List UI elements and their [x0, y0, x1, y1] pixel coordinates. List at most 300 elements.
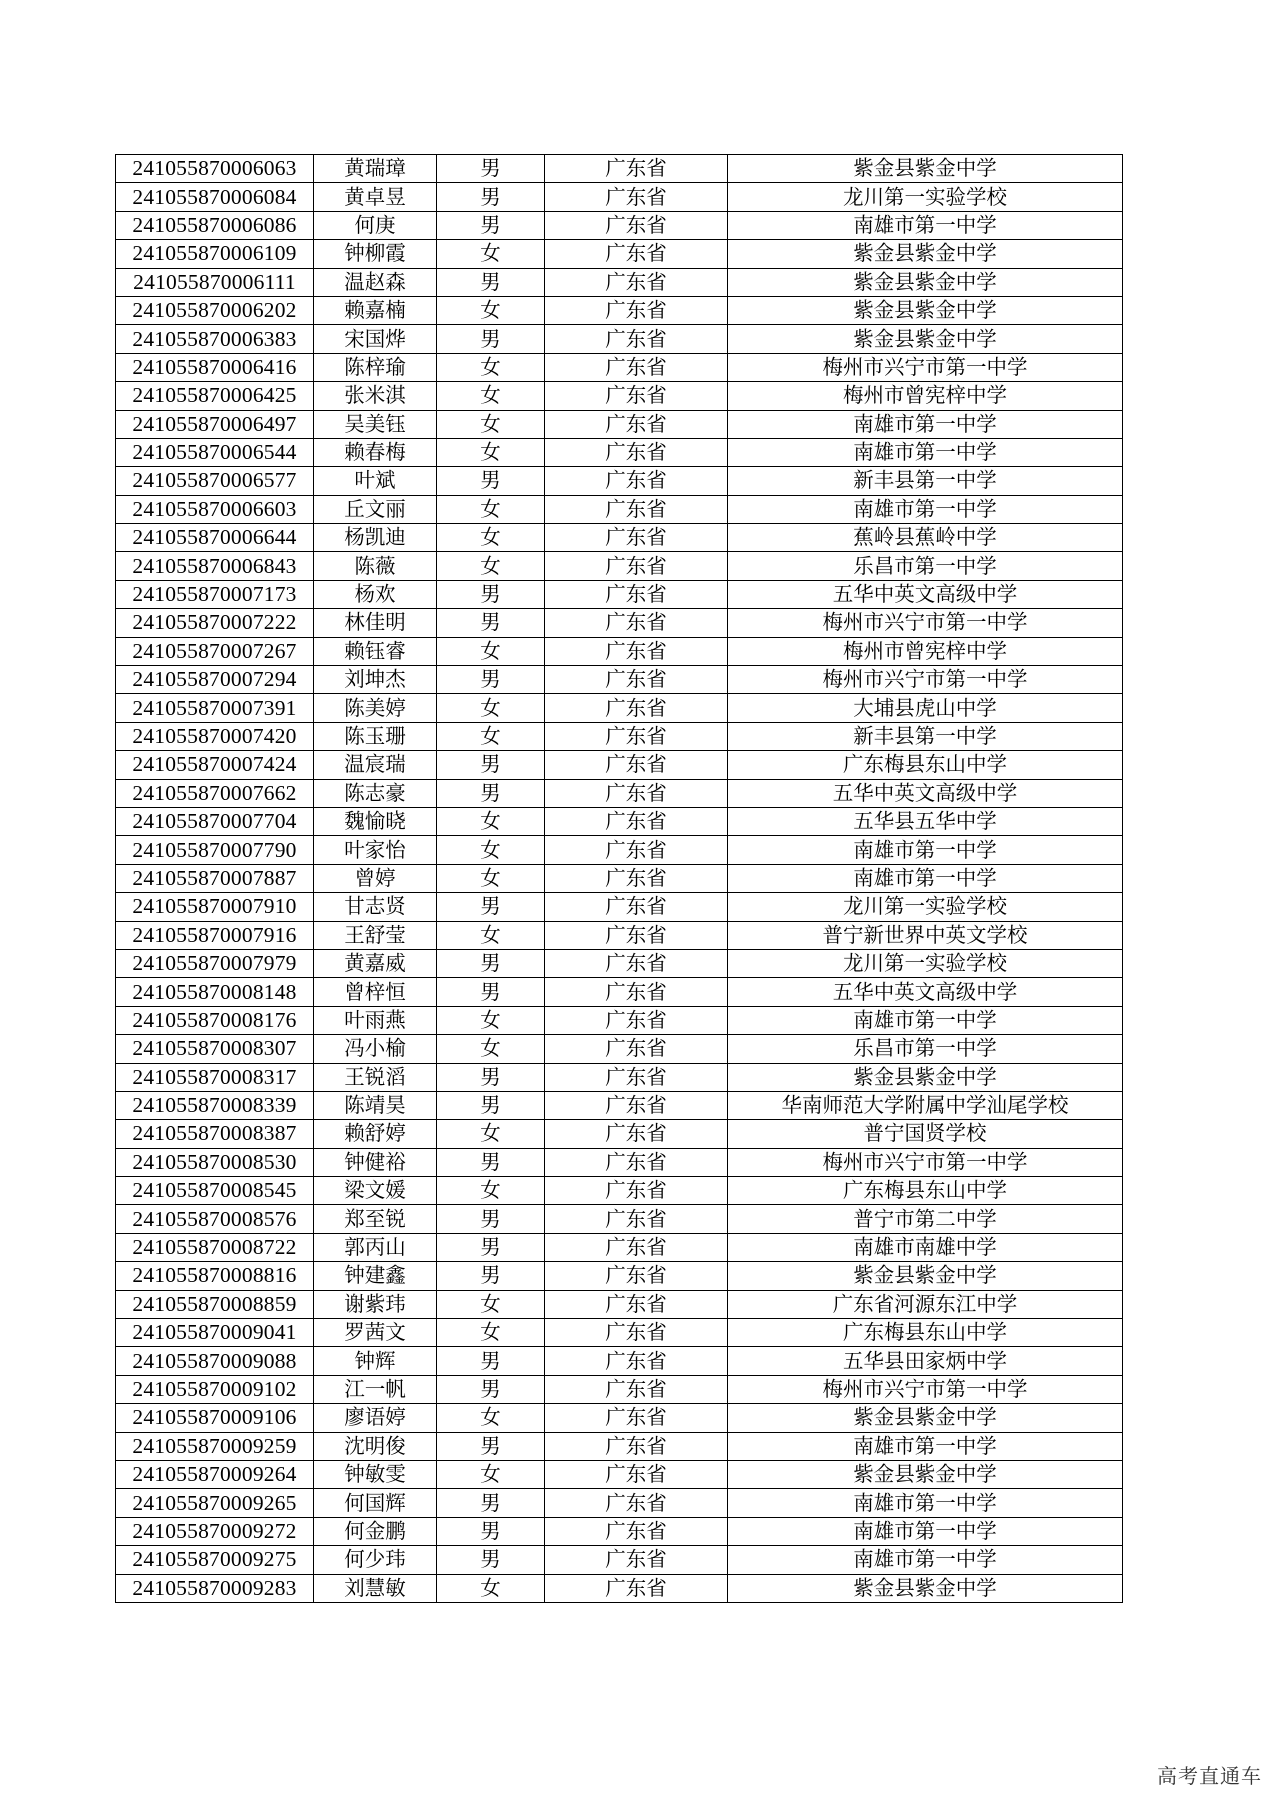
- exam-id-cell: 241055870008176: [116, 1006, 314, 1034]
- exam-id-cell: 241055870008859: [116, 1290, 314, 1318]
- exam-id-cell: 241055870007979: [116, 949, 314, 977]
- table-row: [116, 1120, 1123, 1148]
- gender-cell: 女: [437, 524, 545, 552]
- province-cell: 广东省: [545, 495, 728, 523]
- exam-id-cell: 241055870008530: [116, 1148, 314, 1176]
- school-cell: 广东省河源东江中学: [728, 1290, 1123, 1318]
- province-cell: 广东省: [545, 1290, 728, 1318]
- exam-id-cell: 241055870009275: [116, 1546, 314, 1574]
- student-name-cell: 江一帆: [314, 1375, 437, 1403]
- school-cell: 普宁市第二中学: [728, 1205, 1123, 1233]
- school-cell: 乐昌市第一中学: [728, 1035, 1123, 1063]
- gender-cell: 女: [437, 1574, 545, 1602]
- exam-id-cell: 241055870006086: [116, 211, 314, 239]
- table-row: [116, 1404, 1123, 1432]
- table-row: [116, 268, 1123, 296]
- school-cell: 梅州市曾宪梓中学: [728, 637, 1123, 665]
- exam-id-cell: 241055870009088: [116, 1347, 314, 1375]
- student-name-cell: 黄嘉威: [314, 949, 437, 977]
- gender-cell: 女: [437, 637, 545, 665]
- exam-id-cell: 241055870007294: [116, 666, 314, 694]
- province-cell: 广东省: [545, 325, 728, 353]
- province-cell: 广东省: [545, 1120, 728, 1148]
- exam-id-cell: 241055870009265: [116, 1489, 314, 1517]
- student-name-cell: 陈美婷: [314, 694, 437, 722]
- exam-id-cell: 241055870007790: [116, 836, 314, 864]
- student-name-cell: 谢紫玮: [314, 1290, 437, 1318]
- student-name-cell: 林佳明: [314, 609, 437, 637]
- table-row: [116, 1546, 1123, 1574]
- table-row: [116, 1205, 1123, 1233]
- gender-cell: 女: [437, 1460, 545, 1488]
- table-row: [116, 467, 1123, 495]
- gender-cell: 女: [437, 240, 545, 268]
- school-cell: 紫金县紫金中学: [728, 325, 1123, 353]
- province-cell: 广东省: [545, 268, 728, 296]
- school-cell: 梅州市兴宁市第一中学: [728, 353, 1123, 381]
- table-row: [116, 978, 1123, 1006]
- roster-table: [115, 154, 1123, 1603]
- province-cell: 广东省: [545, 296, 728, 324]
- school-cell: 南雄市第一中学: [728, 1489, 1123, 1517]
- exam-id-cell: 241055870006644: [116, 524, 314, 552]
- gender-cell: 女: [437, 722, 545, 750]
- table-row: [116, 382, 1123, 410]
- table-row: [116, 410, 1123, 438]
- gender-cell: 女: [437, 1290, 545, 1318]
- gender-cell: 女: [437, 921, 545, 949]
- student-name-cell: 梁文媛: [314, 1177, 437, 1205]
- table-row: [116, 893, 1123, 921]
- table-row: [116, 1489, 1123, 1517]
- gender-cell: 女: [437, 864, 545, 892]
- student-name-cell: 何庚: [314, 211, 437, 239]
- exam-id-cell: 241055870006383: [116, 325, 314, 353]
- province-cell: 广东省: [545, 1460, 728, 1488]
- table-row: [116, 495, 1123, 523]
- table-row: [116, 1432, 1123, 1460]
- province-cell: 广东省: [545, 751, 728, 779]
- school-cell: 乐昌市第一中学: [728, 552, 1123, 580]
- exam-id-cell: 241055870009106: [116, 1404, 314, 1432]
- table-row: [116, 1517, 1123, 1545]
- school-cell: 龙川第一实验学校: [728, 183, 1123, 211]
- school-cell: 紫金县紫金中学: [728, 296, 1123, 324]
- province-cell: 广东省: [545, 1205, 728, 1233]
- school-cell: 广东梅县东山中学: [728, 1177, 1123, 1205]
- student-name-cell: 王锐滔: [314, 1063, 437, 1091]
- school-cell: 南雄市第一中学: [728, 438, 1123, 466]
- province-cell: 广东省: [545, 240, 728, 268]
- exam-id-cell: 241055870006109: [116, 240, 314, 268]
- exam-id-cell: 241055870006084: [116, 183, 314, 211]
- table-row: [116, 1319, 1123, 1347]
- province-cell: 广东省: [545, 722, 728, 750]
- table-row: [116, 183, 1123, 211]
- student-name-cell: 赖舒婷: [314, 1120, 437, 1148]
- table-row: [116, 864, 1123, 892]
- student-name-cell: 叶家怡: [314, 836, 437, 864]
- gender-cell: 男: [437, 751, 545, 779]
- table-row: [116, 1148, 1123, 1176]
- gender-cell: 女: [437, 1177, 545, 1205]
- exam-id-cell: 241055870006416: [116, 353, 314, 381]
- exam-id-cell: 241055870008317: [116, 1063, 314, 1091]
- student-name-cell: 罗茜文: [314, 1319, 437, 1347]
- exam-id-cell: 241055870007424: [116, 751, 314, 779]
- school-cell: 龙川第一实验学校: [728, 893, 1123, 921]
- table-row: [116, 552, 1123, 580]
- table-row: [116, 751, 1123, 779]
- exam-id-cell: 241055870009259: [116, 1432, 314, 1460]
- school-cell: 五华县田家炳中学: [728, 1347, 1123, 1375]
- school-cell: 南雄市第一中学: [728, 1006, 1123, 1034]
- gender-cell: 女: [437, 410, 545, 438]
- province-cell: 广东省: [545, 1177, 728, 1205]
- exam-id-cell: 241055870008339: [116, 1091, 314, 1119]
- exam-id-cell: 241055870008545: [116, 1177, 314, 1205]
- student-name-cell: 吴美钰: [314, 410, 437, 438]
- table-row: [116, 666, 1123, 694]
- student-name-cell: 钟柳霞: [314, 240, 437, 268]
- school-cell: 紫金县紫金中学: [728, 1063, 1123, 1091]
- student-name-cell: 丘文丽: [314, 495, 437, 523]
- school-cell: 梅州市兴宁市第一中学: [728, 1375, 1123, 1403]
- school-cell: 南雄市第一中学: [728, 1517, 1123, 1545]
- table-row: [116, 609, 1123, 637]
- gender-cell: 男: [437, 1063, 545, 1091]
- gender-cell: 男: [437, 1489, 545, 1517]
- province-cell: 广东省: [545, 807, 728, 835]
- exam-id-cell: 241055870008816: [116, 1262, 314, 1290]
- student-name-cell: 曾婷: [314, 864, 437, 892]
- province-cell: 广东省: [545, 1375, 728, 1403]
- exam-id-cell: 241055870007267: [116, 637, 314, 665]
- student-name-cell: 曾梓恒: [314, 978, 437, 1006]
- province-cell: 广东省: [545, 1262, 728, 1290]
- student-name-cell: 刘坤杰: [314, 666, 437, 694]
- school-cell: 蕉岭县蕉岭中学: [728, 524, 1123, 552]
- student-name-cell: 郑至锐: [314, 1205, 437, 1233]
- table-row: [116, 1347, 1123, 1375]
- exam-id-cell: 241055870008387: [116, 1120, 314, 1148]
- gender-cell: 男: [437, 1148, 545, 1176]
- exam-id-cell: 241055870007662: [116, 779, 314, 807]
- table-row: [116, 325, 1123, 353]
- school-cell: 广东梅县东山中学: [728, 751, 1123, 779]
- province-cell: 广东省: [545, 893, 728, 921]
- province-cell: 广东省: [545, 410, 728, 438]
- gender-cell: 男: [437, 1546, 545, 1574]
- province-cell: 广东省: [545, 1347, 728, 1375]
- gender-cell: 男: [437, 609, 545, 637]
- exam-id-cell: 241055870007704: [116, 807, 314, 835]
- student-name-cell: 赖钰睿: [314, 637, 437, 665]
- exam-id-cell: 241055870006425: [116, 382, 314, 410]
- school-cell: 紫金县紫金中学: [728, 268, 1123, 296]
- school-cell: 梅州市曾宪梓中学: [728, 382, 1123, 410]
- school-cell: 五华县五华中学: [728, 807, 1123, 835]
- table-row: [116, 1233, 1123, 1261]
- gender-cell: 男: [437, 1347, 545, 1375]
- gender-cell: 男: [437, 1091, 545, 1119]
- student-name-cell: 冯小榆: [314, 1035, 437, 1063]
- student-name-cell: 王舒莹: [314, 921, 437, 949]
- table-row: [116, 1262, 1123, 1290]
- gender-cell: 男: [437, 1432, 545, 1460]
- school-cell: 紫金县紫金中学: [728, 240, 1123, 268]
- roster-body: [116, 155, 1123, 1603]
- school-cell: 梅州市兴宁市第一中学: [728, 666, 1123, 694]
- table-row: [116, 211, 1123, 239]
- gender-cell: 男: [437, 1375, 545, 1403]
- table-row: [116, 1375, 1123, 1403]
- student-name-cell: 温赵森: [314, 268, 437, 296]
- school-cell: 紫金县紫金中学: [728, 155, 1123, 183]
- exam-id-cell: 241055870008307: [116, 1035, 314, 1063]
- province-cell: 广东省: [545, 467, 728, 495]
- student-name-cell: 刘慧敏: [314, 1574, 437, 1602]
- province-cell: 广东省: [545, 155, 728, 183]
- school-cell: 五华中英文高级中学: [728, 580, 1123, 608]
- province-cell: 广东省: [545, 1404, 728, 1432]
- school-cell: 南雄市第一中学: [728, 864, 1123, 892]
- student-name-cell: 何少玮: [314, 1546, 437, 1574]
- gender-cell: 女: [437, 694, 545, 722]
- province-cell: 广东省: [545, 524, 728, 552]
- student-name-cell: 杨欢: [314, 580, 437, 608]
- student-name-cell: 叶雨燕: [314, 1006, 437, 1034]
- student-name-cell: 沈明俊: [314, 1432, 437, 1460]
- school-cell: 梅州市兴宁市第一中学: [728, 609, 1123, 637]
- province-cell: 广东省: [545, 1517, 728, 1545]
- province-cell: 广东省: [545, 183, 728, 211]
- exam-id-cell: 241055870009283: [116, 1574, 314, 1602]
- exam-id-cell: 241055870007222: [116, 609, 314, 637]
- student-name-cell: 赖嘉楠: [314, 296, 437, 324]
- gender-cell: 男: [437, 779, 545, 807]
- gender-cell: 女: [437, 1120, 545, 1148]
- exam-id-cell: 241055870007887: [116, 864, 314, 892]
- exam-id-cell: 241055870006544: [116, 438, 314, 466]
- gender-cell: 女: [437, 382, 545, 410]
- province-cell: 广东省: [545, 382, 728, 410]
- province-cell: 广东省: [545, 694, 728, 722]
- exam-id-cell: 241055870008722: [116, 1233, 314, 1261]
- table-row: [116, 240, 1123, 268]
- exam-id-cell: 241055870006063: [116, 155, 314, 183]
- gender-cell: 男: [437, 268, 545, 296]
- school-cell: 紫金县紫金中学: [728, 1574, 1123, 1602]
- exam-id-cell: 241055870007910: [116, 893, 314, 921]
- table-row: [116, 1091, 1123, 1119]
- school-cell: 新丰县第一中学: [728, 722, 1123, 750]
- province-cell: 广东省: [545, 1063, 728, 1091]
- school-cell: 紫金县紫金中学: [728, 1460, 1123, 1488]
- student-name-cell: 宋国烨: [314, 325, 437, 353]
- gender-cell: 女: [437, 1035, 545, 1063]
- gender-cell: 男: [437, 325, 545, 353]
- province-cell: 广东省: [545, 353, 728, 381]
- exam-id-cell: 241055870007173: [116, 580, 314, 608]
- gender-cell: 女: [437, 807, 545, 835]
- exam-id-cell: 241055870007391: [116, 694, 314, 722]
- gender-cell: 男: [437, 893, 545, 921]
- table-row: [116, 524, 1123, 552]
- student-name-cell: 何国辉: [314, 1489, 437, 1517]
- province-cell: 广东省: [545, 580, 728, 608]
- school-cell: 五华中英文高级中学: [728, 978, 1123, 1006]
- province-cell: 广东省: [545, 1233, 728, 1261]
- table-row: [116, 1460, 1123, 1488]
- province-cell: 广东省: [545, 1091, 728, 1119]
- table-row: [116, 949, 1123, 977]
- student-name-cell: 甘志贤: [314, 893, 437, 921]
- table-row: [116, 779, 1123, 807]
- province-cell: 广东省: [545, 438, 728, 466]
- gender-cell: 女: [437, 1319, 545, 1347]
- student-name-cell: 钟辉: [314, 1347, 437, 1375]
- exam-id-cell: 241055870006603: [116, 495, 314, 523]
- table-row: [116, 353, 1123, 381]
- gender-cell: 男: [437, 580, 545, 608]
- school-cell: 南雄市第一中学: [728, 836, 1123, 864]
- province-cell: 广东省: [545, 1546, 728, 1574]
- exam-id-cell: 241055870007916: [116, 921, 314, 949]
- exam-id-cell: 241055870006843: [116, 552, 314, 580]
- exam-id-cell: 241055870006202: [116, 296, 314, 324]
- student-name-cell: 郭丙山: [314, 1233, 437, 1261]
- school-cell: 南雄市第一中学: [728, 495, 1123, 523]
- province-cell: 广东省: [545, 609, 728, 637]
- gender-cell: 男: [437, 155, 545, 183]
- student-name-cell: 陈玉珊: [314, 722, 437, 750]
- student-name-cell: 赖春梅: [314, 438, 437, 466]
- table-row: [116, 637, 1123, 665]
- student-name-cell: 廖语婷: [314, 1404, 437, 1432]
- school-cell: 广东梅县东山中学: [728, 1319, 1123, 1347]
- student-name-cell: 黄瑞璋: [314, 155, 437, 183]
- province-cell: 广东省: [545, 836, 728, 864]
- gender-cell: 女: [437, 836, 545, 864]
- gender-cell: 男: [437, 1233, 545, 1261]
- student-name-cell: 何金鹏: [314, 1517, 437, 1545]
- province-cell: 广东省: [545, 211, 728, 239]
- student-name-cell: 陈梓瑜: [314, 353, 437, 381]
- exam-id-cell: 241055870006497: [116, 410, 314, 438]
- province-cell: 广东省: [545, 779, 728, 807]
- gender-cell: 男: [437, 1517, 545, 1545]
- exam-id-cell: 241055870008148: [116, 978, 314, 1006]
- gender-cell: 男: [437, 949, 545, 977]
- province-cell: 广东省: [545, 666, 728, 694]
- student-name-cell: 魏愉晓: [314, 807, 437, 835]
- province-cell: 广东省: [545, 864, 728, 892]
- province-cell: 广东省: [545, 1319, 728, 1347]
- table-row: [116, 580, 1123, 608]
- school-cell: 南雄市南雄中学: [728, 1233, 1123, 1261]
- gender-cell: 男: [437, 1205, 545, 1233]
- school-cell: 普宁国贤学校: [728, 1120, 1123, 1148]
- table-row: [116, 694, 1123, 722]
- student-name-cell: 陈靖昊: [314, 1091, 437, 1119]
- province-cell: 广东省: [545, 1432, 728, 1460]
- gender-cell: 男: [437, 467, 545, 495]
- gender-cell: 男: [437, 211, 545, 239]
- school-cell: 普宁新世界中英文学校: [728, 921, 1123, 949]
- province-cell: 广东省: [545, 978, 728, 1006]
- exam-id-cell: 241055870006577: [116, 467, 314, 495]
- province-cell: 广东省: [545, 1489, 728, 1517]
- exam-id-cell: 241055870009102: [116, 1375, 314, 1403]
- exam-id-cell: 241055870009272: [116, 1517, 314, 1545]
- gender-cell: 女: [437, 495, 545, 523]
- table-row: [116, 296, 1123, 324]
- province-cell: 广东省: [545, 637, 728, 665]
- student-name-cell: 钟健裕: [314, 1148, 437, 1176]
- table-row: [116, 807, 1123, 835]
- province-cell: 广东省: [545, 949, 728, 977]
- gender-cell: 女: [437, 438, 545, 466]
- table-row: [116, 1574, 1123, 1602]
- student-name-cell: 黄卓昱: [314, 183, 437, 211]
- exam-id-cell: 241055870008576: [116, 1205, 314, 1233]
- school-cell: 新丰县第一中学: [728, 467, 1123, 495]
- student-name-cell: 陈志豪: [314, 779, 437, 807]
- school-cell: 南雄市第一中学: [728, 211, 1123, 239]
- exam-id-cell: 241055870009264: [116, 1460, 314, 1488]
- exam-id-cell: 241055870006111: [116, 268, 314, 296]
- student-name-cell: 叶斌: [314, 467, 437, 495]
- gender-cell: 女: [437, 353, 545, 381]
- exam-id-cell: 241055870009041: [116, 1319, 314, 1347]
- school-cell: 五华中英文高级中学: [728, 779, 1123, 807]
- province-cell: 广东省: [545, 1574, 728, 1602]
- school-cell: 紫金县紫金中学: [728, 1404, 1123, 1432]
- province-cell: 广东省: [545, 1035, 728, 1063]
- gender-cell: 女: [437, 296, 545, 324]
- gender-cell: 女: [437, 1404, 545, 1432]
- student-name-cell: 钟建鑫: [314, 1262, 437, 1290]
- exam-id-cell: 241055870007420: [116, 722, 314, 750]
- province-cell: 广东省: [545, 1148, 728, 1176]
- school-cell: 南雄市第一中学: [728, 1432, 1123, 1460]
- table-row: [116, 1006, 1123, 1034]
- school-cell: 南雄市第一中学: [728, 410, 1123, 438]
- student-name-cell: 陈薇: [314, 552, 437, 580]
- school-cell: 龙川第一实验学校: [728, 949, 1123, 977]
- province-cell: 广东省: [545, 1006, 728, 1034]
- watermark-text: 高考直通车: [1157, 1764, 1262, 1788]
- gender-cell: 男: [437, 183, 545, 211]
- gender-cell: 男: [437, 666, 545, 694]
- school-cell: 华南师范大学附属中学汕尾学校: [728, 1091, 1123, 1119]
- table-row: [116, 1290, 1123, 1318]
- student-name-cell: 张米淇: [314, 382, 437, 410]
- school-cell: 南雄市第一中学: [728, 1546, 1123, 1574]
- student-name-cell: 钟敏雯: [314, 1460, 437, 1488]
- table-row: [116, 1177, 1123, 1205]
- table-row: [116, 722, 1123, 750]
- gender-cell: 女: [437, 552, 545, 580]
- gender-cell: 男: [437, 978, 545, 1006]
- student-name-cell: 杨凯迪: [314, 524, 437, 552]
- province-cell: 广东省: [545, 921, 728, 949]
- gender-cell: 女: [437, 1006, 545, 1034]
- table-row: [116, 1063, 1123, 1091]
- province-cell: 广东省: [545, 552, 728, 580]
- school-cell: 大埔县虎山中学: [728, 694, 1123, 722]
